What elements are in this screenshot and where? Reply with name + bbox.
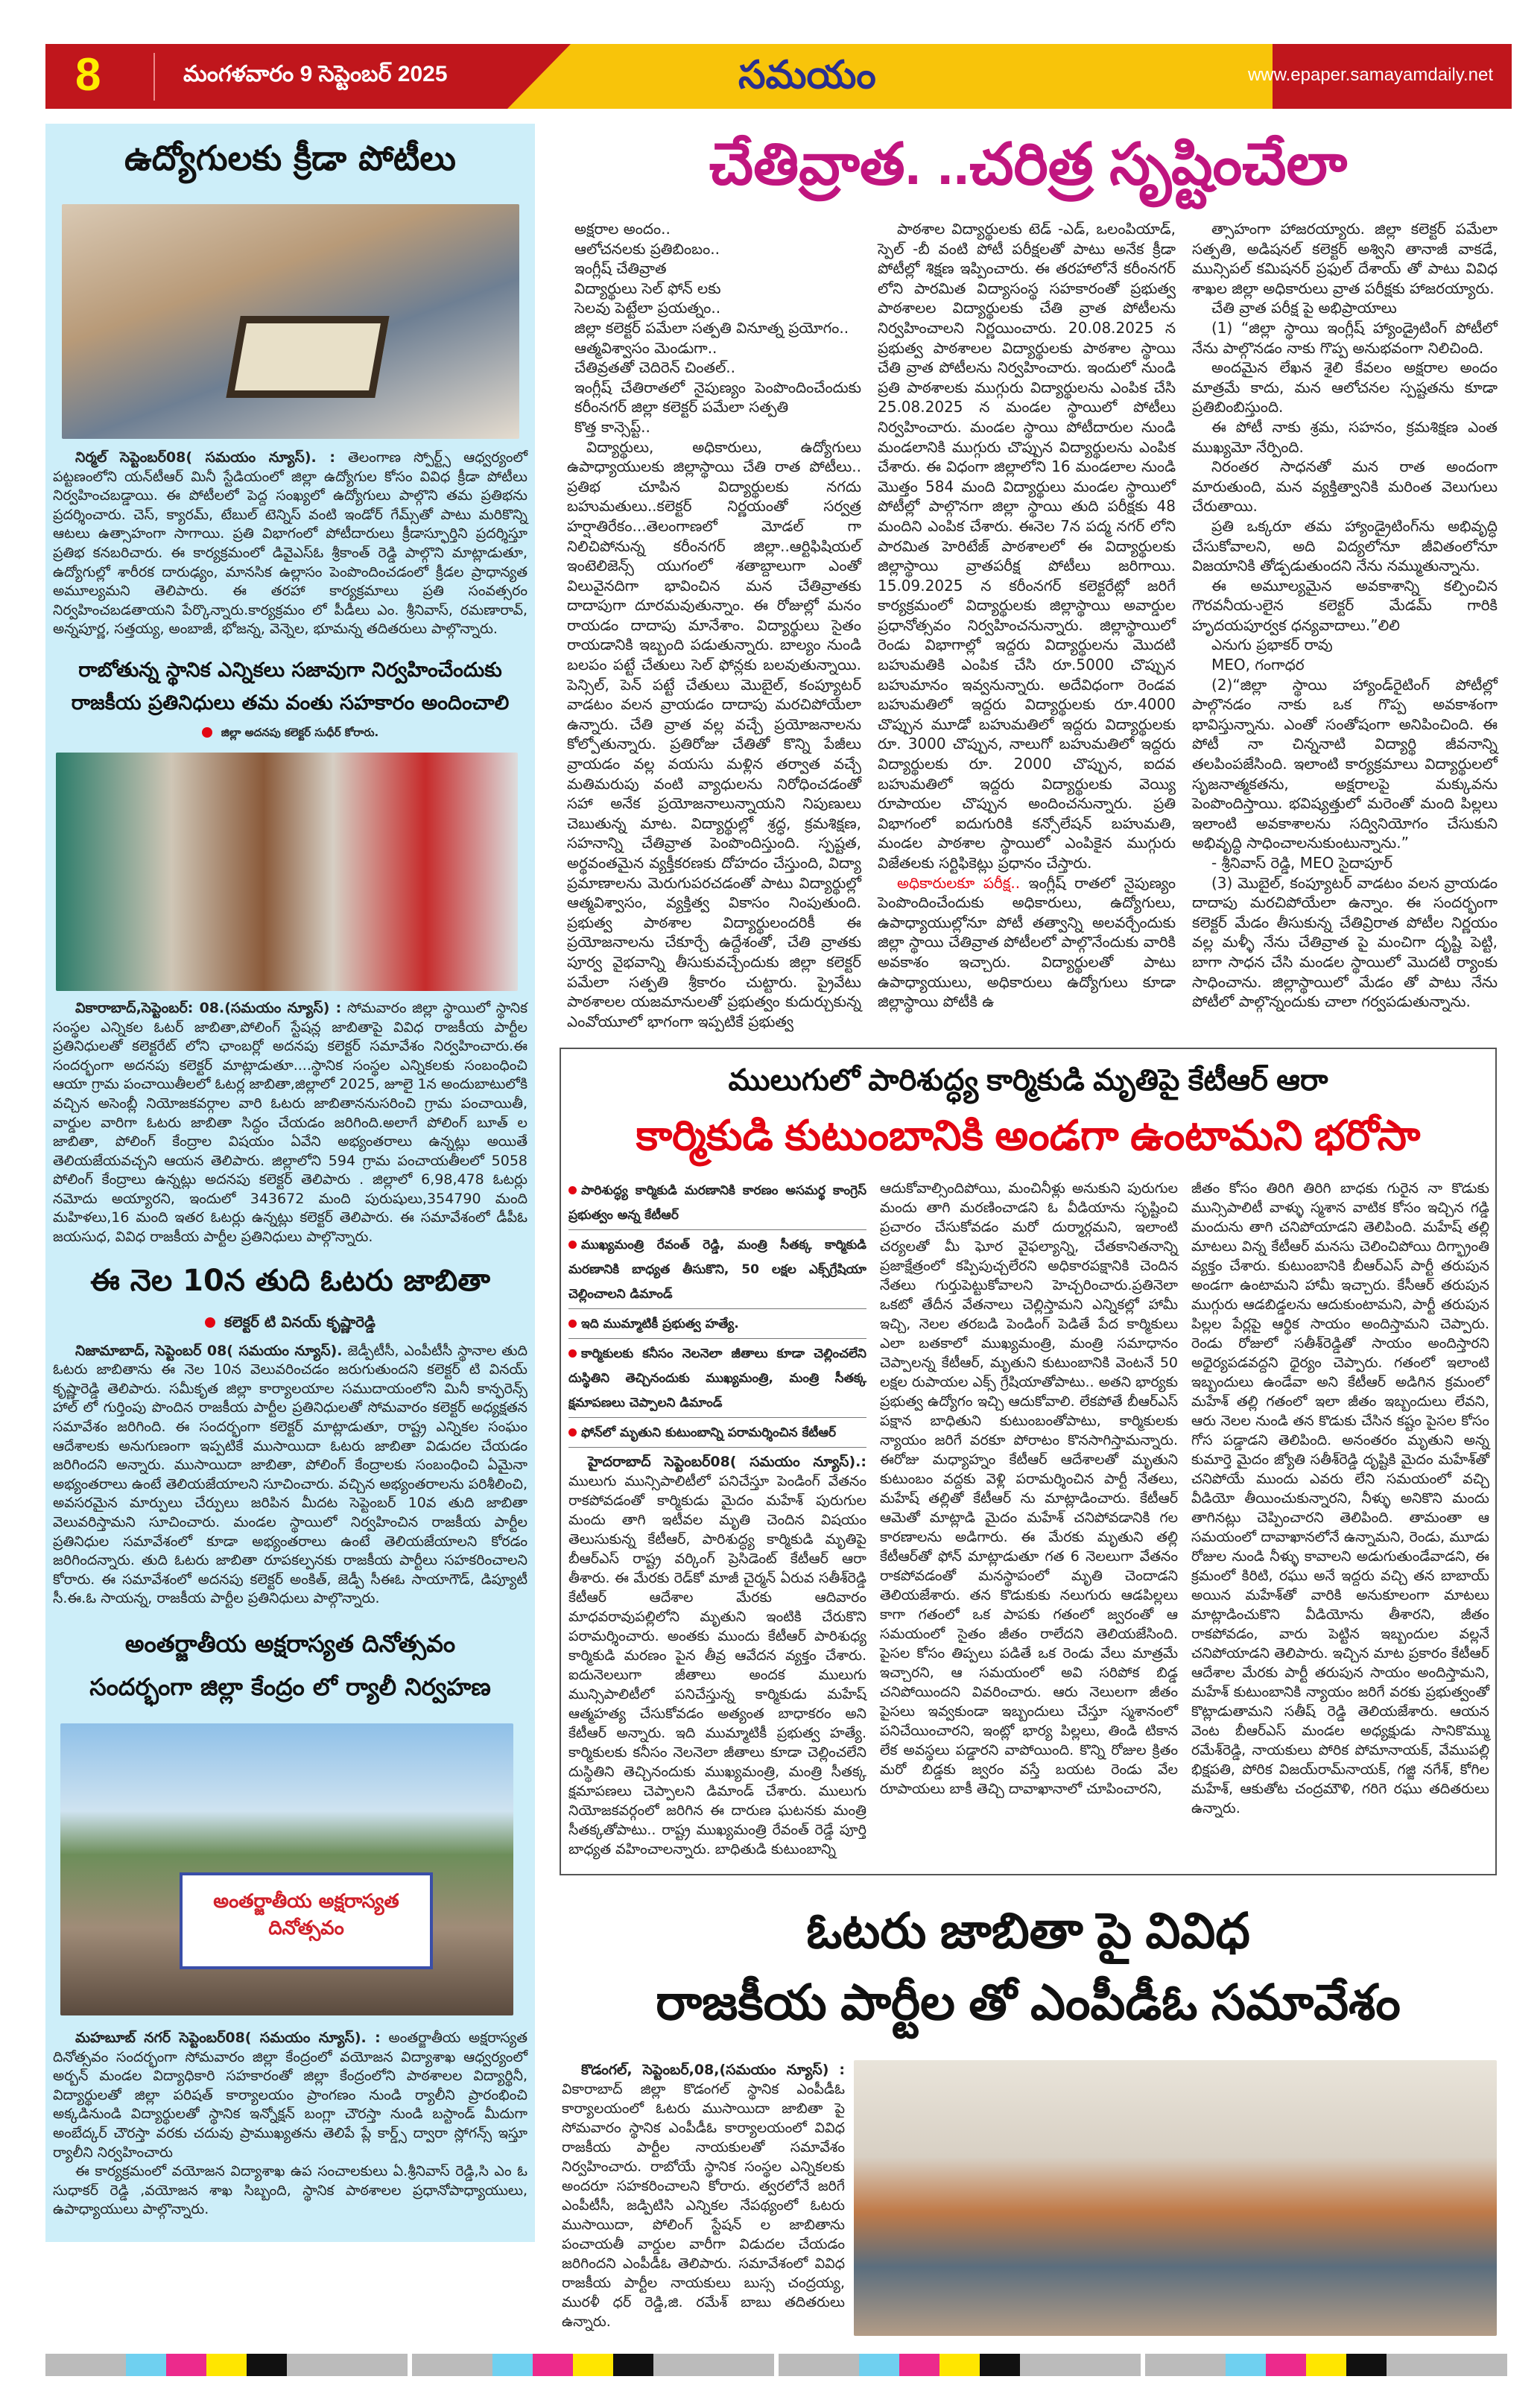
- color-swatch: [86, 2354, 126, 2376]
- ktr-headline: కార్మికుడి కుటుంబానికి అండగా ఉంటామని భరోసా: [636, 1112, 1421, 1159]
- highlight-item: [568, 1312, 866, 1339]
- quote-text: ప్రతి ఒక్కరూ తమ హ్యాండ్రైటింగ్‌ను అభివృద్ధి చేసుకోవాలని, అది విద్యలోనూ జీవితంలోనూ విజయానికి తోడ్పడుతుందని నేను నమ్ముతున్నాను.: [1192, 516, 1498, 575]
- bullet-icon: [568, 1241, 577, 1249]
- ktr-column-3: [1191, 1179, 1489, 1818]
- color-swatch: [247, 2354, 287, 2376]
- color-swatch: [1226, 2354, 1266, 2376]
- quote-attribution: - శ్రీనివాస్ రెడ్డి, MEO సైదాపూర్: [1211, 854, 1392, 872]
- color-swatch: [45, 2354, 86, 2376]
- body-text: అంతర్జాతీయ అక్షరాస్యత దినోత్సవం సందర్భంగా సోమవారం జిల్లా కేంద్రంలో వయోజన విద్యాశాఖ ఆధ్వర్యంలో అర్బన్ మండల విద్యాధికారి సహకారంతో జిల్లా కేంద్రంలోని పాఠశాలల విద్యార్థినీ, విద్యార్థులతో జిల్లా పరిషత్ కార్యాలయం ప్రాంగణం నుండి ర్యాలీని ప్రారంభించి అక్కడినుండి విద్యార్థులతో స్థానిక ఇన్నోక్షన్ బంగ్లా చౌరస్తా నుండి బస్టాండ్ మీదుగా అంబేద్కర్ చౌరస్తా వరకు చదువు ప్రాముఖ్యతను తెలిపే ప్లే కార్డ్స్ ద్వారా స్లోగన్స్ ఇస్తూ ర్యాలీని నిర్వహించారు: [53, 2029, 527, 2161]
- dateline: మహబూబ్ నగర్ సెప్టెంబర్08( సమయం న్యూస్). :: [75, 2029, 381, 2046]
- color-swatch: [694, 2354, 734, 2376]
- lead-intro: [567, 219, 861, 437]
- quote-attribution: MEO, గంగాధర: [1211, 656, 1305, 674]
- ktr-story-box: [560, 1048, 1497, 1875]
- story3-bullet: కలెక్టర్ టి వినయ్ కృష్ణారెడ్డి: [53, 1313, 527, 1334]
- masthead-logo: సమయం: [738, 54, 876, 97]
- color-swatch: [1306, 2354, 1346, 2376]
- quote-text: (2)“జిల్లా స్థాయి హ్యాండ్‌రైటింగ్ పోటీల్లో పాల్గొనడం నాకు ఒక గొప్ప అవకాశంగా భావిస్తున్నాను. ఎంతో సంతోషంగా అనిపించింది. ఈ పోటీ నా చిన్ననాటి విద్యార్థి జీవనాన్ని తలపింపజేసింది. ఇలాంటి కార్యక్రమాలు విద్యార్థులలో సృజనాత్మకతను, అక్షరాలపై మక్కువను పెంపొందిస్తాయి. భవిష్యత్తులో మరెంతో మంది పిల్లలు ఇలాంటి అవకాశాలను సద్వినియోగం చేసుకుని అభివృద్ధి సాధించాలనుకుంటున్నాను.”: [1192, 675, 1498, 852]
- header-divider: [153, 53, 155, 101]
- color-swatch: [327, 2354, 367, 2376]
- page-body: [45, 124, 1512, 2336]
- carrom-board: [226, 316, 389, 398]
- quote-text: (3) మొబైల్, కంప్యూటర్ వాడటం వలన వ్రాయడం దాదాపు మరచిపోయేలా ఉన్నాం. ఈ సందర్భంగా కలెక్టర్ మేడం తీసుకున్న చేతివ్రిరాత పోటీల నిర్ణయం వల్ల మళ్ళీ నేను చేతివ్రాత పై మంచిగా దృష్టి పెట్టి, బాగా సాధన చేసి మండల స్థాయిలో మొదటి ర్యాంకు సాధించాను. జిల్లాస్థాయిలో మేడం తో పాటు నేను పోటీలో పాల్గొన్నందుకు చాలా గర్వపడుతున్నాను.: [1192, 873, 1498, 1011]
- lead-column-2: [878, 219, 1176, 1012]
- color-swatch: [1346, 2354, 1387, 2376]
- story2-body: [53, 999, 527, 1247]
- quote-text: ఈ అమూల్యమైన అవకాశాన్ని కల్పించిన గౌరవనీయ-ులైన కలెక్టర్ మేడమ్ గారికి హృదయపూర్వక ధన్యవాదాలు.”లిలి: [1192, 576, 1498, 634]
- body-text: జెడ్పీటీసీ, ఎంపీటీసీ స్థానాల తుది ఓటరు జాబితాను ఈ నెల 10న వెలువరించడం జరుగుతుందని కలెక్టర్ టి వినయ్ కృష్ణారెడ్డి తెలిపారు. సమీకృత జిల్లా కార్యాలయాల సముదాయంలోని మినీ కాన్ఫరెన్స్ హాల్ లో గుర్తింపు పొందిన రాజకీయ పార్టీల ప్రతినిధులతో సోమవారం కలెక్టర్ అధ్యక్షతన సమావేశం జరిగింది. ఈ సందర్భంగా కలెక్టర్ మాట్లాడుతూ, రాష్ట్ర ఎన్నికల సంఘం ఆదేశాలకు అనుగుణంగా ఇప్పటికే ముసాయిదా ఓటరు జాబితా విడుదల చేయడం జరిగిందని అన్నారు. ముసాయిదా జాబితా, పోలింగ్ కేంద్రాలకు సంబంధించి ఏమైనా అభ్యంతరాలు ఉంటే తెలియజేయాలని సూచించారు. వచ్చిన అభ్యంతరాలను పరిశీలించి, అవసరమైన మార్పులు చేర్పులు జరిపిన మీదట సెప్టెంబర్ 10వ తుది జాబితా వెలువరిస్తామని సూచించారు. మండల స్థాయిలో నిర్వహించిన రాజకీయ పార్టీల ప్రతినిధుల సమావేశంలో కూడా అభ్యంతరాలు ఉంటే తెలియజేయాలని కోరడం జరిగిందన్నారు. తుది ఓటరు జాబితా రూపకల్పనకు రాజకీయ పార్టీలు సహకరించాలని కోరారు. ఈ సమావేశంలో అదనపు కలెక్టర్ అంకిత్, జెడ్పీ సీఈఓ సాయాగౌడ్, డిప్యూటీ సీ.ఈ.ఓ సాయన్న, రాజకీయ పార్టీల ప్రతినిధులు పాల్గొన్నారు.: [53, 1342, 528, 1607]
- rally-banner: అంతర్జాతీయ అక్షరాస్యత దినోత్సవం: [180, 1872, 433, 1969]
- intro-line: ఆలోచనలకు ప్రతిబింబం..: [574, 239, 720, 258]
- color-swatch: [287, 2354, 327, 2376]
- ktr-columns: [568, 1179, 1488, 1859]
- highlight-text: ఫోన్‌లో మృతుని కుటుంబాన్ని పరామర్శించిన కేటీఆర్: [581, 1425, 837, 1441]
- color-swatch: [779, 2354, 819, 2376]
- story2-bullet: జిల్లా అదనపు కలెక్టర్ సుధీర్ కోరారు.: [53, 726, 527, 742]
- story2-headline: [53, 654, 527, 720]
- color-swatch: [1145, 2354, 1185, 2376]
- color-swatch: [1185, 2354, 1226, 2376]
- swatch-gap: [1507, 2354, 1512, 2376]
- body-text: తెలంగాణ స్పోర్ట్స్ ఆధ్వర్యంలో పట్టణంలోని యన్‌టీఆర్ మినీ స్టేడియంలో జిల్లా ఉద్యోగుల కోసం వివిధ క్రీడా పోటీలు నిర్వహించబడ్డాయి. ఈ పోటీలలో పెద్ద సంఖ్యలో ఉద్యోగులు పాల్గొని తమ ప్రతిభను ప్రదర్శించారు. చెస్, క్యారమ్, టేబుల్ టెన్నిస్ వంటి ఇండోర్ గేమ్స్‌తో పాటు మరికొన్ని ఆటలు ఉత్సాహంగా సాగాయి. ప్రతి విభాగంలో పోటీదారులు క్రీడాస్ఫూర్తిని ప్రదర్శిస్తూ ప్రతిభ కనబరిచారు. ఈ కార్యక్రమంలో డివైఎస్‌ఓ శ్రీకాంత్ రెడ్డి పాల్గొని మాట్లాడుతూ, ఉద్యోగుల్లో శారీరక దారుఢ్యం, మానసిక ఉల్లాసం పెంపొందించడంలో క్రీడల ప్రాధాన్యత అమూల్యమని తెలిపారు. ఈ తరహా కార్యక్రమాలు ప్రతి సంవత్సరం నిర్వహించబడతాయని పేర్కొన్నారు.కార్యక్రమం లో పీడీలు ఎం. శ్రీనివాస్, రమణారావ్, అన్నపూర్ణ, సత్తయ్య, అంబాజీ, భోజన్న, వెన్నెల, భూమన్న తదితరులు పాల్గొన్నారు.: [53, 449, 528, 638]
- intro-line: సెలవు పెట్టేలా ప్రయత్నం..: [574, 299, 721, 317]
- color-swatch: [367, 2354, 408, 2376]
- ktr-kicker: ములుగులో పారిశుద్ధ్య కార్మికుడి మృతిపై కేటీఆర్ ఆరా: [728, 1064, 1328, 1098]
- story3-headline: ఈ నెల 10న తుది ఓటరు జాబితా: [90, 1263, 490, 1298]
- body-text: సోమవారం జిల్లా స్థాయిలో స్థానిక సంస్థల ఎన్నికల ఓటర్ జాబితా,పోలింగ్ స్టేషన్ల జాబితాపై వివిధ రాజకీయ పార్టీల ప్రతినిధులతో కలెక్టరేట్ లోని ఛాంబర్లో అదనపు కలెక్టర్ సమావేశం నిర్వహించారు.ఈ సందర్భంగా అదనపు కలెక్టర్ మాట్లాడుతూ....స్థానిక సంస్థల ఎన్నికలకు సంబంధించి ఆయా గ్రామ పంచాయితీలలో ఓటర్ల జాబితా,జిల్లాలో 2025, జూలై 1న అందుబాటులోకి వచ్చిన అసెంబ్లీ నియోజకవర్గాల వారి ఓటరు జాబితాననుసరించి గ్రామ పంచాయితీ, వార్డుల వారిగా ఓటరు జాబితా సిద్ధం చేయడం జరిగింది.అలాగే పోలింగ్ బూత్ ల జాబితా, పోలింగ్ కేంద్రాల విషయం ఏవేని అభ్యంతరాలు ఉన్నట్లు అయితే తెలియజేయవచ్చని ఆయన తెలిపారు. జిల్లాలోని 594 గ్రామ పంచాయతీలలో 5058 పోలింగ్ కేంద్రాలు ఉన్నట్లు అదనపు కలెక్టర్ తెలిపారు . జిల్లాలో 6,98,478 ఓటర్లు నమోదు అయ్యారని, ఇందులో 343672 మంది పురుషులు,354790 మంది మహిళలు,16 మంది ఇతర ఓటర్లు ఉన్నట్లు కలెక్టర్ తెలిపారు. ఈ సమావేశంలో డీపీఓ జయసుధ, వివిధ రాజకీయ పార్టీల ప్రతినిధులు పాల్గొన్నారు.: [53, 999, 527, 1246]
- dateline: వికారాబాద్,సెప్టెంబర్: 08.(సమయం న్యూస్) :: [75, 999, 342, 1016]
- body-text: ములుగు మున్సిపాలిటీలో పనిచేస్తూ పెండింగ్ వేతనం రాకపోవడంతో కార్మికుడు మైదం మహేశ్ పురుగుల మందు తాగి ఇటీవల మృతి చెందిన విషయం తెలుసుకున్న కేటీఆర్, పారిశుద్ధ్య కార్మికుడి మృతిపై బీఆర్ఎస్ రాష్ట్ర వర్కింగ్ ప్రెసిడెంట్ కేటీఆర్ ఆరా తీశారు. ఈ మేరకు రెడ్‌కో మాజీ చైర్మన్ ఏరువ సతీశ్‌రెడ్డి కేటీఆర్ ఆదేశాల మేరకు ఆదివారం మాధవరావుపల్లిలోని మృతుని ఇంటికి చేరుకొని పరామర్శించారు. అంతకు ముందు కేటీఆర్ పారిశుధ్య కార్మికుడి మరణం పైన తీవ్ర ఆవేదన వ్యక్తం చేశారు. ఐదునెలలుగా జీతాలు అందక ములుగు మున్సిపాలిటీలో పనిచేస్తున్న కార్మికుడు మహేష్ ఆత్మహత్య చేసుకోవడం అత్యంత బాధాకరం అని కేటీఆర్ అన్నారు. ఇది ముమ్మాటికీ ప్రభుత్వ హత్యే. కార్మికులకు కనీసం నెలనెలా జీతాలు కూడా చెల్లించలేని దుస్థితిని తెచ్చినందుకు ముఖ్యమంత్రి, మంత్రి సీతక్క క్షమాపణలు చెప్పాలని డిమాండ్ చేశారు. ములుగు నియోజకవర్గంలో జరిగిన ఈ దారుణ ఘటనకు మంత్రి సీతక్కతోపాటు.. రాష్ట్ర ముఖ్యమంత్రి రేవంత్ రెడ్డే పూర్తి బాధ్యత వహించాలన్నారు. బాధితుడి కుటుంబాన్ని: [568, 1473, 866, 1858]
- bottom-story: [560, 2060, 1497, 2336]
- left-column: [45, 124, 535, 2242]
- intro-line: కొత్త కాన్సెప్ట్..: [574, 417, 650, 436]
- bullet-icon: [568, 1428, 577, 1437]
- epaper-url[interactable]: www.epaper.samayamdaily.net: [1247, 65, 1493, 85]
- headline-line: రాజకీయ ప్రతినిధులు తమ వంతు సహకారం అందించాలి: [71, 691, 510, 715]
- quote-attribution: ఎనుగు ప్రభాకర్ రావు: [1211, 636, 1333, 654]
- color-swatch: [573, 2354, 613, 2376]
- color-swatch: [819, 2354, 859, 2376]
- story4-headline: [53, 1622, 527, 1708]
- color-swatch: [859, 2354, 899, 2376]
- dateline: నిర్మల్ సెప్టెంబర్08( సమయం న్యూస్). :: [75, 449, 335, 466]
- subheading: అధికారులకూ పరీక్ష..: [897, 873, 1021, 892]
- dateline: నిజామాబాద్, సెప్టెంబర్ 08( సమయం న్యూస్).: [75, 1342, 343, 1359]
- print-registration-bar: [45, 2354, 1512, 2376]
- body-text: జీతం కోసం తిరిగి తిరిగి బాధకు గురైన నా కొడుకు మున్సిపాలిటీ వాళ్ళు స్మశాన వాటిక కోసం ఇచ్చిన గడ్డి మందును తాగి చనిపోయాడని తెలిపింది. మహేష్ తల్లి మాటలు విన్న కేటీఆర్ మనసు చెలించిపోయి దిగ్భ్రాంతి వ్యక్తం చేశారు. కుటుంబానికి బీఆర్ఎస్ పార్టీ తరుపున అండగా ఉంటామని హామీ ఇచ్చారు. కేసీఆర్ తరుపున ముగ్గురు ఆడబిడ్డలను ఆదుకుంటామని, పార్టీ తరుపున పిల్లల పేర్లపై ఆర్థిక సాయం అందిస్తామని చెప్పారు. రెండు రోజులో సతీశ్‌రెడ్డితో సాయం అందిస్తారని అధైర్యపడవద్దని ధైర్యం చెప్పారు. గతంలో ఇలాంటి ఇబ్బందులు ఉండేవా అని కేటీఆర్ అడిగిన క్రమంలో మహేశ్ తల్లి గతంలో ఇలా జీతం ఇబ్బందులు లేవని, ఆరు నెలల నుండి తన కొడుకు చేసిన కష్టం పైసల కోసం గోస పడ్డాడని తెలిపింది. అనంతరం మృతుని అన్న కుమార్తె మైదం జ్యోతి సతీశ్‌రెడ్డి దృష్టికి మైదం మహేశ్‌తో చనిపోయే ముందు ఎవరు లేని సమయంలో వచ్చి వీడియో తీయించుకున్నారని, నీళ్ళు అనికొని మందు తాగినట్లు చెప్పించారని తెలిపింది. తామంతా ఆ సమయంలో దావాఖానలోనే ఉన్నామని, రెండు, మూడు రోజుల నుండి నీళ్ళు కావాలని అడుగుతుండేవాడని, ఈ క్రమంలో కిరిటి, రఘు అనే ఇద్దరు వచ్చి తన బాబాయ్ అయిన మహేశ్‌తో వారికి అనుకూలంగా మాటలు మాట్లాడించుకొని వీడియోను తీశారని, జీతం రాకపోవడం, వారు పెట్టిన ఇబ్బందుల వల్లనే చనిపోయాడని తెలిపారు. ఇచ్చిన మాట ప్రకారం కేటీఆర్ ఆదేశాల మేరకు పార్టీ తరుపున సాయం అందిస్తామని, మహేశ్ కుటుంబానికి న్యాయం జరిగే వరకు ప్రభుత్వంతో కొట్లాడుతామని సతీష్ రెడ్డి తెలియజేశారు. ఆయన వెంట బీఆర్ఎస్ మండల అధ్యక్షుడు సానికొమ్ము రమేశ్‌రెడ్డి, నాయకులు పోరిక పోమానాయక్, వేముపల్లి భిక్షపతి, పోరిక విజయ్‌రామ్‌నాయక్, గజ్జి నగేశ్, కోగిల మహేశ్, ఆకుతోట చంద్రమౌళి, గరిగె రఘు తదితరులు ఉన్నారు.: [1191, 1180, 1489, 1817]
- body-text: పాఠశాల విద్యార్థులకు టెడ్ -ఎడ్, ఒలంపియాడ్, స్పెల్ -బీ వంటి పోటీ పరీక్షలతో పాటు అనేక క్రీడా పోటీల్లో శిక్షణ ఇప్పించారు. ఈ తరహాలోనే కరీంనగర్ లోని పారమిత విద్యాసంస్థ సహకారంతో ప్రభుత్వ పాఠశాలల విద్యార్థులకు చేతి వ్రాత పోటీలను నిర్వహించాలని నిర్ణయించారు. 20.08.2025 న ప్రభుత్వ పాఠశాలల విద్యార్థులకు పాఠశాల స్థాయి చేతి వ్రాత పోటీలను నిర్వహించారు. ఇందులో నుండి ప్రతి పాఠశాలకు ముగ్గురు విద్యార్థులను ఎంపిక చేసి 25.08.2025 న మండల స్థాయిలో పోటీలు నిర్వహించారు. మండల స్థాయి పోటీదారుల నుండి మండలానికి ముగ్గురు చొప్పున విద్యార్థులను ఎంపిక చేశారు. ఈ విధంగా జిల్లాలోని 16 మండలాల నుండి మొత్తం 584 మంది విద్యార్థులు మండల స్థాయిలో పోటీల్లో పాల్గొనగా జిల్లా స్థాయి తుది పరీక్షకు 48 మందిని ఎంపిక చేశారు. ఈనెల 7న పద్మ నగర్ లోని పారమిత హెరిటేజ్ పాఠశాలలో ఈ విద్యార్థులకు జిల్లాస్థాయి వ్రాతపరీక్ష పోటీలు జరిగాయి. 15.09.2025 న కరీంనగర్ కలెక్టరేట్లో జరిగే కార్యక్రమంలో విద్యార్థులకు జిల్లాస్థాయి అవార్డుల ప్రధానోత్సవం నిర్వహించనున్నారు. జిల్లాస్థాయిలో రెండు విభాగాల్లో ఇద్దరు విద్యార్థులను మొదటి బహుమతికి ఎంపిక చేసి రూ.5000 చొప్పున బహుమానం ఇవ్వనున్నారు. అదేవిధంగా రెండవ బహుమతిలో ఇద్దరు విద్యార్థులకు రూ.4000 చొప్పున మూడో బహుమతిలో ఇద్దరు విద్యార్థులకు రూ. 3000 చొప్పున, నాలుగో బహుమతిలో ఇద్దరు విద్యార్థులకు రూ. 2000 చొప్పున, ఐదవ బహుమతిలో ఇద్దరు విద్యార్థులకు వెయ్యి రూపాయల చొప్పున అందించనున్నారు. ప్రతి విభాగంలో ఐదుగురికి కన్సోలేషన్ బహుమతి, మండల పాఠశాల స్థాయిలో ఎంపికైన ముగ్గురు విజేతలకు సర్టిఫికెట్లు ప్రధానం చేస్తారు.: [878, 220, 1176, 872]
- ktr-column-2: [880, 1179, 1178, 1799]
- highlight-text: ఇది ముమ్మాటికీ ప్రభుత్వ హత్యే.: [581, 1317, 739, 1332]
- story1-body: [53, 449, 527, 639]
- photo-collector-meeting: [56, 753, 518, 991]
- ktr-column-1: [568, 1179, 866, 1859]
- color-swatch: [1387, 2354, 1427, 2376]
- headline-line: సందర్భంగా జిల్లా కేంద్రం లో ర్యాలీ నిర్వహణ: [89, 1672, 491, 1701]
- bullet-icon: [568, 1320, 577, 1328]
- color-swatch: [1266, 2354, 1306, 2376]
- body-text: ఆదుకోవాల్సిందిపోయి, మంచినీళ్లు అనుకుని పురుగుల మందు తాగి మరణించాడని ఓ వీడియాను సృష్టించి ప్రచారం చేసుకోవడం మరో దుర్మార్గమని, ఇలాంటి చర్యలతో మీ ఘోర వైఫల్యాన్ని, చేతకానితనాన్ని ప్రజాక్షేత్రంలో కప్పిపుచ్చలేరని అధికారపక్షానికి చెందిన నేతలు గుర్తుపెట్టుకోవాలని హెచ్చరించారు.ప్రతినెలా ఒకటో తేదీన వేతనాలు చెల్లిస్తామని ఎన్నికల్లో హామీ ఇచ్చి, నెలల తరబడి పెండింగ్ పెడితే పేద కార్మికులు ఎలా బతకాలో ముఖ్యమంత్రి, మంత్రి సమాధానం చెప్పాలన్న కేటీఆర్, మృతుని కుటుంబానికి వెంటనే 50 లక్షల రుపాయల ఎక్స్ గ్రేషియాతోపాటు.. అతని భార్యకు ప్రభుత్వ ఉద్యోగం ఇచ్చి ఆదుకోవాలి. లేకపోతే బీఆర్ఎస్ పక్షాన బాధితుని కుటుంబంతోపాటు, కార్మికులకు న్యాయం జరిగే వరకూ పోరాటం కొనసాగిస్తామన్నారు. ఈరోజు మధ్యాహ్నం కేటీఆర్ ఆదేశాలతో మృతుని కుటుంబం వద్దకు వెళ్లి పరామర్శించిన పార్టీ నేతలు, మహేష్ తల్లితో కేటీఆర్ ను మాట్లాడించారు. కేటీఆర్ ఆమెతో మాట్లాడి మైదం మహేశ్ చనిపోవడానికి గల కారణాలను అడిగారు. ఈ మేరకు మృతుని తల్లి కేటీఆర్‌తో ఫోన్ మాట్లాడుతూ గత 6 నెలలుగా వేతనం రాకపోవడంతో మనస్థాపంలో మృతి చెందాడని తెలియజేశారు. తన కొడుకుకు నలుగురు ఆడపిల్లలు కాగా గతంలో ఒక పాపకు గతంలో జ్వరంతో ఆ సమయంలో సైతం జీతం రాలేదని తెలియజేసింది. పైసల కోసం తిప్పలు పడితే ఒక రెండు వేలు మాత్రమే ఇచ్చారని, ఆ సమయంలో అవి సరిపోక బిడ్డ చనిపోయిందని వివరించారు. ఆరు నెలులగా జీతం పైసలు ఇవ్వకుండా ఇబ్బందులు చేస్తూ స్మశానంలో పనిచేయించారని, ఇంట్లో భార్య పిల్లలు, తిండి టికాన లేక అవస్థలు పడ్డారని వాపోయింది. కొన్ని రోజుల క్రితం మరో బిడ్డకు జ్వరం వస్తే బయట రెండు వేల రూపాయలు బాకీ తెచ్చి దావాఖానాలో చూపించారని,: [880, 1180, 1178, 1798]
- subheading: చేతి వ్రాత పరీక్ష పై అభిప్రాయాలు: [1211, 299, 1397, 317]
- dateline: హైదరాబాద్ సెప్టెంబర్08( సమయం న్యూస్).:: [588, 1454, 866, 1471]
- color-swatch: [613, 2354, 653, 2376]
- quote-text: (1) “జిల్లా స్థాయి ఇంగ్లీష్ హ్యాండ్రైటింగ్ పోటీలో నేను పాల్గొనడం నాకు గొప్ప అనుభవంగా నిలిచింది.: [1192, 318, 1498, 357]
- intro-line: ఆత్మవిశ్వాసం మెండుగా..: [574, 338, 717, 357]
- highlight-text: కార్మికులకు కనీసం నెలనెలా జీతాలు కూడా చెల్లించలేని దుస్థితిని తెచ్చినందుకు ముఖ్యమంత్రి, మంత్రి సీతక్క క్షమాపణలు చెప్పాలని డిమాండ్: [568, 1346, 866, 1411]
- highlight-text: పారిశుద్ధ్య కార్మికుడి మరణానికి కారణం అసమర్థ కాంగ్రెస్ ప్రభుత్వం అన్న కేటీఆర్: [568, 1183, 866, 1223]
- photo-mpdo-meeting: [854, 2060, 1497, 2336]
- quote-text: ఈ పోటీ నాకు శ్రమ, సహనం, క్రమశిక్షణ ఎంత ముఖ్యమో నేర్పింది.: [1192, 417, 1498, 456]
- highlight-item: [568, 1233, 866, 1309]
- headline-line: అంతర్జాతీయ అక్షరాస్యత దినోత్సవం: [124, 1629, 456, 1658]
- story4-body: [53, 2029, 527, 2220]
- highlight-item: [568, 1421, 866, 1448]
- body-text: విద్యార్థులు, అధికారులు, ఉద్యోగులు ఉపాధ్యాయులకు జిల్లాస్థాయి చేతి రాత పోటీలు.. ప్రతిభ చూపిన విద్యార్థులకు నగదు బహుమతులు..కలెక్టర్ నిర్ణయంతో సర్వత్ర హర్షాతిరేకం...తెలంగాణలో మోడల్ గా నిలిచిపోనున్న కరీంనగర్ జిల్లా..ఆర్టిఫిషియల్ ఇంటెలిజెన్స్ యుగంలో శతాబ్దాలుగా ఎంతో విలువైనదిగా భావించిన మన చేతివ్రాతకు దాదాపుగా దూరమవుతున్నాం. ఈ రోజుల్లో మనం రాయడం దాదాపు మానేశాం. విద్యార్థులు సైతం రాయడానికి ఇబ్బంది పడుతున్నారు. బాల్యం నుండి బలపం పట్టే చేతులు సెల్ ఫోన్లకు బలవుతున్నాయి. పెన్సిల్, పెన్ పట్టే చేతులు మొబైల్, కంప్యూటర్ వాడటం వలన వ్రాయడం దాదాపు మరచిపోయేలా ఉన్నారు. చేతి వ్రాత వల్ల వచ్చే ప్రయోజనాలను కోల్పోతున్నారు. ప్రతిరోజు చేతితో కొన్ని పేజీలు వ్రాయడం వల్ల వయసు మళ్లిన తర్వాత వచ్చే మతిమరుపు వంటి వ్యాధులను నిరోధించడంతో సహా అనేక ప్రయోజనాలున్నాయని నిపుణులు చెబుతున్న మాట. విద్యార్థుల్లో శ్రద్ధ, క్రమశిక్షణ, సహనాన్ని చేతివ్రాత పెంపొందిస్తుంది. స్పష్టత, అర్థవంతమైన వ్యక్తీకరణకు దోహదం చేస్తుంది, విద్యా ప్రమాణాలను మెరుగుపరచడంతో పాటు విద్యార్థుల్లో ఆత్మవిశ్వాసం, వ్యక్తిత్వ వికాసం నింపుతుంది. ప్రభుత్వ పాఠశాల విద్యార్థులందరికీ ఈ ప్రయోజనాలను చేకూర్చే ఉద్దేశంతో, చేతి వ్రాతకు పూర్వ వైభవాన్ని తీసుకువచ్చేందుకు జిల్లా కలెక్టర్ పమేలా సత్పతి శ్రీకారం చుట్టారు. ప్రైవేటు పాఠశాలల యజమానులతో ప్రభుత్వం కుదుర్చుకున్న ఎంవోయూలో భాగంగా ఇప్పటికే ప్రభుత్వ: [567, 437, 861, 1030]
- color-swatch: [980, 2354, 1020, 2376]
- bullet-icon: [568, 1186, 577, 1194]
- color-swatch: [126, 2354, 166, 2376]
- bottom-body: [562, 2060, 845, 2331]
- intro-line: ఇంగ్లీష్ చేతిరాతలో నైపుణ్యం పెంపొందించేందుకు కరీంనగర్ జిల్లా కలెక్టర్ పమేలా సత్పతి: [574, 378, 861, 417]
- lead-column-3: [1192, 219, 1498, 1012]
- color-swatch: [1467, 2354, 1507, 2376]
- photo-literacy-rally: [60, 1723, 513, 2015]
- color-swatch: [899, 2354, 939, 2376]
- photo-employees-carrom: [62, 204, 519, 439]
- intro-line: ఇంగ్లీష్ చేతివ్రాత: [574, 259, 667, 278]
- highlight-text: ముఖ్యమంత్రి రేవంత్ రెడ్డి, మంత్రి సీతక్క కార్మికుడి మరణానికి బాధ్యత తీసుకొని, 50 లక్షల ఎక్స్‌గ్రేషియా చెల్లించాలని డిమాండ్: [568, 1238, 866, 1302]
- color-swatch: [1020, 2354, 1060, 2376]
- color-swatch: [1060, 2354, 1100, 2376]
- page-number: 8: [75, 49, 101, 101]
- lead-column-1: [567, 219, 861, 1031]
- quote-text: అందమైన లేఖన శైలి కేవలం అక్షరాల అందం మాత్రమే కాదు, మన ఆలోచనల స్పష్టతను కూడా ప్రతిబింబిస్తుంది.: [1192, 358, 1498, 417]
- color-swatch: [412, 2354, 452, 2376]
- story1-headline: ఉద్యోగులకు క్రీడా పోటీలు: [124, 138, 456, 178]
- color-swatch: [533, 2354, 573, 2376]
- bullet-icon: [568, 1349, 577, 1358]
- quote-text: నిరంతర సాధనతో మన రాత అందంగా మారుతుంది, మన వ్యక్తిత్వానికి మరింత వెలుగులు చేరుతాయి.: [1192, 457, 1498, 516]
- issue-date: మంగళవారం 9 సెప్టెంబర్ 2025: [183, 62, 448, 86]
- color-swatch: [492, 2354, 533, 2376]
- lead-story: [560, 219, 1497, 1031]
- color-swatch: [939, 2354, 980, 2376]
- headline-line: ఓటరు జాబితా పై వివిధ: [806, 1903, 1250, 1959]
- color-swatch: [1427, 2354, 1467, 2376]
- intro-line: చేతివ్రతతో చెదిరెన్ చింతల్..: [574, 358, 735, 377]
- body-text: ఇంగ్లీష్ రాతలో నైపుణ్యం పెంపొందించేందుకు అధికారులు, ఉద్యోగులు, ఉపాధ్యాయుల్లోనూ పోటీ తత్వాన్ని అలవర్చేందుకు జిల్లా స్థాయి చేతివ్రాత పోటీలలో పాల్గొనేందుకు వారికి అవకాశం ఇచ్చారు. విద్యార్థులతో పాటు ఉపాధ్యాయులు, అధికారులు ఉద్యోగులు కూడా జిల్లాస్థాయి పోటీకి ఉ: [878, 873, 1176, 1011]
- intro-line: అక్షరాల అందం..: [574, 220, 671, 238]
- color-swatch: [1100, 2354, 1141, 2376]
- intro-line: జిల్లా కలెక్టర్ పమేలా సత్పతి వినూత్న ప్రయోగం..: [574, 318, 849, 337]
- dateline: కొడంగల్, సెప్టెంబర్,08,(సమయం న్యూస్) :: [581, 2062, 845, 2079]
- ktr-highlights: [568, 1179, 866, 1448]
- headline-line: రాబోతున్న స్థానిక ఎన్నికలు సజావుగా నిర్వహించేందుకు: [78, 658, 502, 682]
- header-yellow-band: [507, 44, 1273, 109]
- color-swatch: [734, 2354, 774, 2376]
- color-swatch: [206, 2354, 247, 2376]
- body-text: త్సాహంగా హాజరయ్యారు. జిల్లా కలెక్టర్ పమేలా సత్పతి, అడిషనల్ కలెక్టర్ అశ్విని తానాజీ వాకడే, మున్సిపల్ కమిషనర్ ప్రఫుల్ దేశాయ్ తో పాటు వివిధ శాఖల జిల్లా అధికారులు వ్రాత పరీక్షకు హాజరయ్యారు.: [1192, 220, 1498, 297]
- color-swatch: [452, 2354, 492, 2376]
- body-text: వికారాబాద్ జిల్లా కొడంగల్ స్థానిక ఎంపీడీఓ కార్యాలయంలో ఓటరు ముసాయిదా జాబితా పై సోమవారం స్థానిక ఎంపీడీఓ కార్యాలయంలో వివిధ రాజకీయ పార్టీల నాయకులతో సమావేశం నిర్వహించారు. రాబోయే స్థానిక సంస్థల ఎన్నికలకు అందరూ సహకరించాలని కోరారు. త్వరలోనే జరిగే ఎంపీటీసీ, జడ్పిటిసి ఎన్నికల నేపథ్యంలో ఓటరు ముసాయిదా, పోలింగ్ స్టేషన్ ల జాబితాను పంచాయతీ వార్డుల వారీగా విడుదల చేయడం జరిగిందని ఎంపీడీఓ తెలిపారు. సమావేశంలో వివిధ రాజకీయ పార్టీల నాయకులు బుస్స చంద్రయ్య, మురళీ ధర్ రెడ్డి,జి. రమేశ్ బాబు తదితరులు ఉన్నారు.: [562, 2081, 845, 2331]
- highlight-item: [568, 1179, 866, 1230]
- color-swatch: [653, 2354, 694, 2376]
- right-area: [560, 124, 1497, 2336]
- headline-line: రాజకీయ పార్టీల తో ఎంపీడీఓ సమావేశం: [656, 1974, 1401, 2030]
- intro-line: విద్యార్థులు సెల్ ఫోన్ లకు: [574, 279, 721, 297]
- color-swatch: [166, 2354, 206, 2376]
- story3-body: [53, 1342, 527, 1609]
- bottom-headline: [560, 1895, 1497, 2038]
- page-header: [45, 44, 1512, 109]
- body-text: ఈ కార్యక్రమంలో వయోజన విద్యాశాఖ ఉప సంచాలకులు ఏ.శ్రీనివాస్ రెడ్డి,సి ఎం ఓ సుధాకర్ రెడ్డి ,వయోజన శాఖ సిబ్బంది, స్థానిక పాఠశాలల ప్రధానోపాధ్యాయులు, ఉపాధ్యాయులు పాల్గొన్నారు.: [53, 2163, 527, 2218]
- lead-headline: చేతివ్రాత. ..చరిత్ర సృష్టించేలా: [709, 131, 1348, 197]
- highlight-item: [568, 1342, 866, 1418]
